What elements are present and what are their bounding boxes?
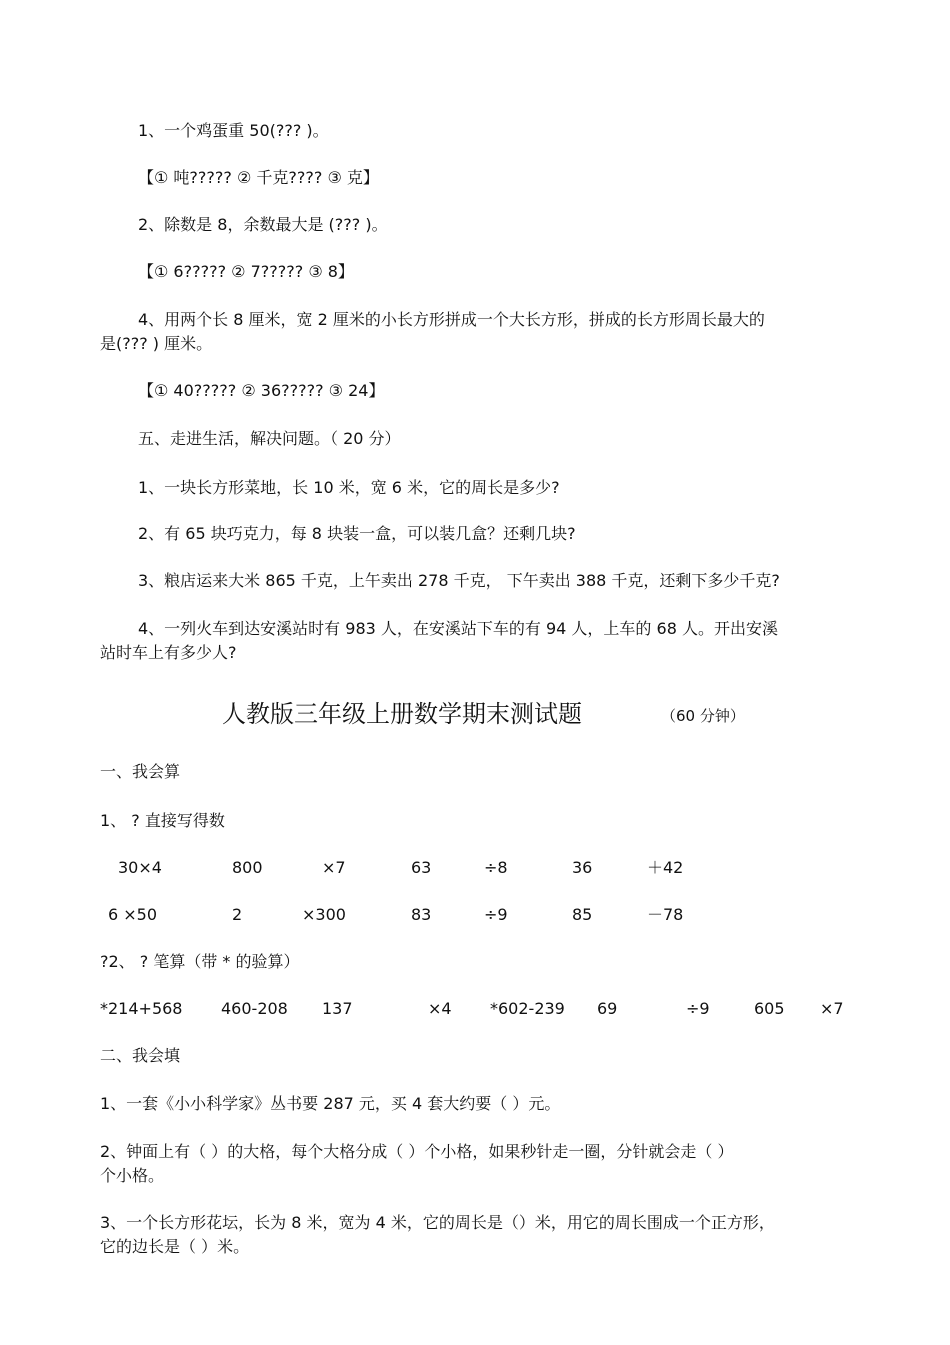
calc-item: ×7 xyxy=(322,858,346,877)
problem-2: 2、有 65 块巧克力，每 8 块装一盒，可以装几盒？还剩几块? xyxy=(138,524,576,543)
question-4-options: 【① 40????? ② 36????? ③ 24】 xyxy=(138,381,385,400)
calc-item: *602-239 xyxy=(490,999,565,1018)
fill-question-2-line2: 个小格。 xyxy=(100,1166,165,1185)
calc-item: 137 xyxy=(322,999,353,1018)
section-5-heading: 五、走进生活，解决问题。（ 20 分） xyxy=(138,429,401,448)
fill-question-1: 1、一套《小小科学家》丛书要 287 元，买 4 套大约要（ ）元。 xyxy=(100,1094,561,1113)
calc-item: 36 xyxy=(572,858,593,877)
calc-item: ÷8 xyxy=(484,858,508,877)
question-2-options: 【① 6????? ② 7????? ③ 8】 xyxy=(138,262,354,281)
calc-item: 605 xyxy=(754,999,785,1018)
question-4-line2: 是(??? ) 厘米。 xyxy=(100,334,213,353)
problem-4-line2: 站时车上有多少人? xyxy=(100,643,237,662)
calc-item: 800 xyxy=(232,858,263,877)
section-1-question-2: ?2、 ? 笔算（带 * 的验算） xyxy=(100,952,300,971)
problem-1: 1、一块长方形菜地，长 10 米，宽 6 米，它的周长是多少? xyxy=(138,478,560,497)
calc-item: ×300 xyxy=(302,905,346,924)
calc-item: ÷9 xyxy=(686,999,710,1018)
fill-question-2-line1: 2、钟面上有（ ）的大格，每个大格分成（ ）个小格，如果秒针走一圈，分针就会走（ ） xyxy=(100,1142,734,1161)
fill-question-3-line1: 3、一个长方形花坛，长为 8 米，宽为 4 米，它的周长是（）米，用它的周长围成一个正方形， xyxy=(100,1213,775,1232)
section-1-heading: 一、我会算 xyxy=(100,762,181,781)
fill-question-3-line2: 它的边长是（ ）米。 xyxy=(100,1237,250,1256)
question-1: 1、一个鸡蛋重 50(??? )。 xyxy=(138,121,329,140)
calc-item: 460-208 xyxy=(221,999,288,1018)
calc-item: 69 xyxy=(597,999,618,1018)
calc-item: 83 xyxy=(411,905,432,924)
calc-item: ×7 xyxy=(820,999,844,1018)
calc-item: 2 xyxy=(232,905,243,924)
calc-item: ÷9 xyxy=(484,905,508,924)
question-2: 2、除数是 8，余数最大是 (??? )。 xyxy=(138,215,388,234)
problem-3: 3、粮店运来大米 865 千克，上午卖出 278 千克， 下午卖出 388 千克，还剩下多少千克? xyxy=(138,571,780,590)
calc-item: ＋42 xyxy=(647,858,684,877)
question-4-line1: 4、用两个长 8 厘米，宽 2 厘米的小长方形拼成一个大长方形，拼成的长方形周长最大的 xyxy=(138,310,765,329)
question-1-options: 【① 吨????? ② 千克???? ③ 克】 xyxy=(138,168,379,187)
calc-item: ×4 xyxy=(428,999,452,1018)
calc-item: 6 ×50 xyxy=(108,905,158,924)
calc-item: *214+568 xyxy=(100,999,183,1018)
problem-4-line1: 4、一列火车到达安溪站时有 983 人，在安溪站下车的有 94 人，上车的 68 人。开出安溪 xyxy=(138,619,778,638)
section-1-question-1: 1、 ? 直接写得数 xyxy=(100,811,225,830)
calc-item: 85 xyxy=(572,905,593,924)
exam-duration: （60 分钟） xyxy=(661,707,745,725)
calc-item: 30×4 xyxy=(118,858,162,877)
exam-title: 人教版三年级上册数学期末测试题 xyxy=(222,700,582,728)
section-2-heading: 二、我会填 xyxy=(100,1046,181,1065)
calc-item: －78 xyxy=(647,905,684,924)
calc-item: 63 xyxy=(411,858,432,877)
